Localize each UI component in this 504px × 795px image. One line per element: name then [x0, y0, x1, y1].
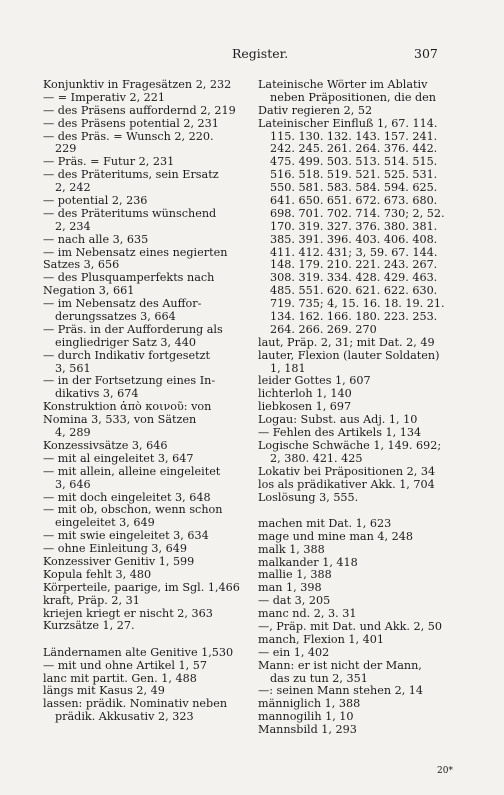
index-entry: — mit ob, obschon, wenn schon — [43, 504, 223, 517]
index-entry: 485. 551. 620. 621. 622. 630. — [270, 285, 438, 298]
index-entry: —, Präp. mit Dat. und Akk. 2, 50 — [258, 621, 442, 634]
index-entry: mallie 1, 388 — [258, 569, 332, 582]
index-entry: — des Präsens auffordernd 2, 219 — [43, 104, 236, 117]
index-entry: — mit swie eingeleitet 3, 634 — [43, 530, 209, 543]
running-head: Register. — [232, 46, 289, 61]
index-entry — [43, 633, 259, 647]
index-entry: Dativ regieren 2, 52 — [258, 104, 373, 117]
index-entry: dikativs 3, 674 — [55, 388, 139, 401]
index-entry: mage und mine man 4, 248 — [258, 530, 413, 543]
index-entry: — des Präsens potential 2, 231 — [43, 117, 219, 130]
index-entry: los als prädikativer Akk. 1, 704 — [258, 478, 435, 491]
index-entry: — im Nebensatz eines negierten — [43, 246, 228, 259]
index-entry: 385. 391. 396. 403. 406. 408. — [270, 233, 438, 246]
index-entry: Logau: Subst. aus Adj. 1, 10 — [258, 414, 418, 427]
index-entry: das zu tun 2, 351 — [270, 672, 368, 685]
index-entry: 3, 561 — [55, 362, 91, 375]
index-entry: — durch Indikativ fortgesetzt — [43, 349, 210, 362]
printer-signature: 20* — [437, 766, 453, 776]
index-entry: 475. 499. 503. 513. 514. 515. — [270, 156, 438, 169]
index-entry: prädik. Akkusativ 2, 323 — [55, 711, 194, 724]
index-entry: Logische Schwäche 1, 149. 692; — [258, 439, 442, 452]
index-entry — [258, 504, 478, 518]
index-entry: 1, 181 — [270, 362, 306, 375]
index-entry: 170. 319. 327. 376. 380. 381. — [270, 220, 438, 233]
index-entry: Mannsbild 1, 293 — [258, 724, 357, 737]
index-entry: Konzessiver Genitiv 1, 599 — [43, 555, 195, 568]
index-entry: malkander 1, 418 — [258, 556, 358, 569]
index-entry: 2, 234 — [55, 220, 91, 233]
index-entry: — mit und ohne Artikel 1, 57 — [43, 659, 207, 672]
index-entry: — des Plusquamperfekts nach — [43, 272, 215, 285]
index-entry: derungssatzes 3, 664 — [55, 311, 176, 324]
index-entry: Nomina 3, 533, von Sätzen — [43, 414, 197, 427]
index-entry: lichterloh 1, 140 — [258, 388, 352, 401]
index-entry: — mit allein, alleine eingeleitet — [43, 465, 221, 478]
index-entry: machen mit Dat. 1, 623 — [258, 517, 392, 530]
index-entry: Konjunktiv in Fragesätzen 2, 232 — [43, 79, 232, 91]
index-entry: manc nd. 2, 3. 31 — [258, 608, 357, 621]
index-entry: —: seinen Mann stehen 2, 14 — [258, 685, 424, 698]
index-entry: — mit al eingeleitet 3, 647 — [43, 452, 194, 465]
index-entry: — Präs. = Futur 2, 231 — [43, 156, 175, 169]
index-entry: Kurzsätze 1, 27. — [43, 620, 135, 633]
index-entry: kraft, Präp. 2, 31 — [43, 594, 140, 607]
index-entry: Konzessivsätze 3, 646 — [43, 439, 168, 452]
index-entry: — des Präs. = Wunsch 2, 220. — [43, 130, 214, 143]
index-entry: man 1, 398 — [258, 582, 322, 595]
index-column-right — [258, 79, 478, 737]
index-entry: Lateinische Wörter im Ablativ — [258, 79, 428, 91]
index-entry: — nach alle 3, 635 — [43, 233, 149, 246]
index-entry: manch, Flexion 1, 401 — [258, 633, 384, 646]
index-entry: 719. 735; 4, 15. 16. 18. 19. 21. — [270, 298, 445, 311]
index-entry: liebkosen 1, 697 — [258, 401, 352, 414]
index-entry: 411. 412. 431; 3, 59. 67. 144. — [270, 246, 438, 259]
index-entry: neben Präpositionen, die den — [270, 91, 436, 104]
index-entry: lassen: prädik. Nominativ neben — [43, 698, 228, 711]
index-entry: 4, 289 — [55, 427, 91, 440]
index-entry: 229 — [55, 143, 77, 156]
index-entry: — = Imperativ 2, 221 — [43, 91, 166, 104]
index-entry: mannogilih 1, 10 — [258, 711, 354, 724]
index-entry: — des Präteritums, sein Ersatz — [43, 169, 219, 182]
index-entry: Loslösung 3, 555. — [258, 491, 359, 504]
index-entry: — ein 1, 402 — [258, 646, 330, 659]
index-entry: laut, Präp. 2, 31; mit Dat. 2, 49 — [258, 336, 435, 349]
index-entry: Kopula fehlt 3, 480 — [43, 568, 152, 581]
index-entry: — Fehlen des Artikels 1, 134 — [258, 427, 422, 440]
index-entry: — potential 2, 236 — [43, 195, 148, 208]
index-entry: — in der Fortsetzung eines In- — [43, 375, 216, 388]
index-entry: Negation 3, 661 — [43, 285, 135, 298]
index-entry: lauter, Flexion (lauter Soldaten) — [258, 349, 440, 362]
index-entry: Lokativ bei Präpositionen 2, 34 — [258, 465, 436, 478]
index-entry: lanc mit partit. Gen. 1, 488 — [43, 672, 197, 685]
index-entry: 148. 179. 210. 221. 243. 267. — [270, 259, 438, 272]
index-entry: 641. 650. 651. 672. 673. 680. — [270, 195, 438, 208]
page-number: 307 — [414, 46, 438, 61]
index-entry: — des Präteritums wünschend — [43, 207, 217, 220]
index-entry: 242. 245. 261. 264. 376. 442. — [270, 143, 438, 156]
index-entry: 3, 646 — [55, 478, 91, 491]
index-entry: — Präs. in der Aufforderung als — [43, 323, 223, 336]
index-entry: leider Gottes 1, 607 — [258, 375, 371, 388]
index-entry: 134. 162. 166. 180. 223. 253. — [270, 311, 438, 324]
index-entry: malk 1, 388 — [258, 543, 325, 556]
index-entry: 2, 380. 421. 425 — [270, 452, 363, 465]
index-entry: 516. 518. 519. 521. 525. 531. — [270, 169, 438, 182]
index-entry: 2, 242 — [55, 182, 91, 195]
index-entry: kriejen kriegt er nischt 2, 363 — [43, 607, 213, 620]
index-entry: Lateinischer Einfluß 1, 67. 114. — [258, 117, 438, 130]
index-entry: — ohne Einleitung 3, 649 — [43, 543, 188, 556]
index-entry: eingeleitet 3, 649 — [55, 517, 155, 530]
index-entry: Satzes 3, 656 — [43, 259, 120, 272]
index-entry: Mann: er ist nicht der Mann, — [258, 659, 422, 672]
index-entry: 550. 581. 583. 584. 594. 625. — [270, 182, 438, 195]
index-entry: 264. 266. 269. 270 — [270, 323, 377, 336]
index-entry: 698. 701. 702. 714. 730; 2, 52. — [270, 207, 445, 220]
index-entry: 308. 319. 334. 428. 429. 463. — [270, 272, 438, 285]
index-entry: Konstruktion ἀπὸ κοινοῦ: von — [43, 401, 212, 414]
index-column-left — [43, 79, 259, 724]
index-entry: 115. 130. 132. 143. 157. 241. — [270, 130, 438, 143]
index-entry: — mit doch eingeleitet 3, 648 — [43, 491, 211, 504]
index-entry: — im Nebensatz des Auffor- — [43, 298, 202, 311]
index-entry: Körperteile, paarige, im Sgl. 1,466 — [43, 581, 240, 594]
index-entry: Ländernamen alte Genitive 1,530 — [43, 646, 234, 659]
index-entry: — dat 3, 205 — [258, 595, 331, 608]
index-entry: längs mit Kasus 2, 49 — [43, 685, 165, 698]
index-entry: männiglich 1, 388 — [258, 698, 361, 711]
index-entry: eingliedriger Satz 3, 440 — [55, 336, 196, 349]
